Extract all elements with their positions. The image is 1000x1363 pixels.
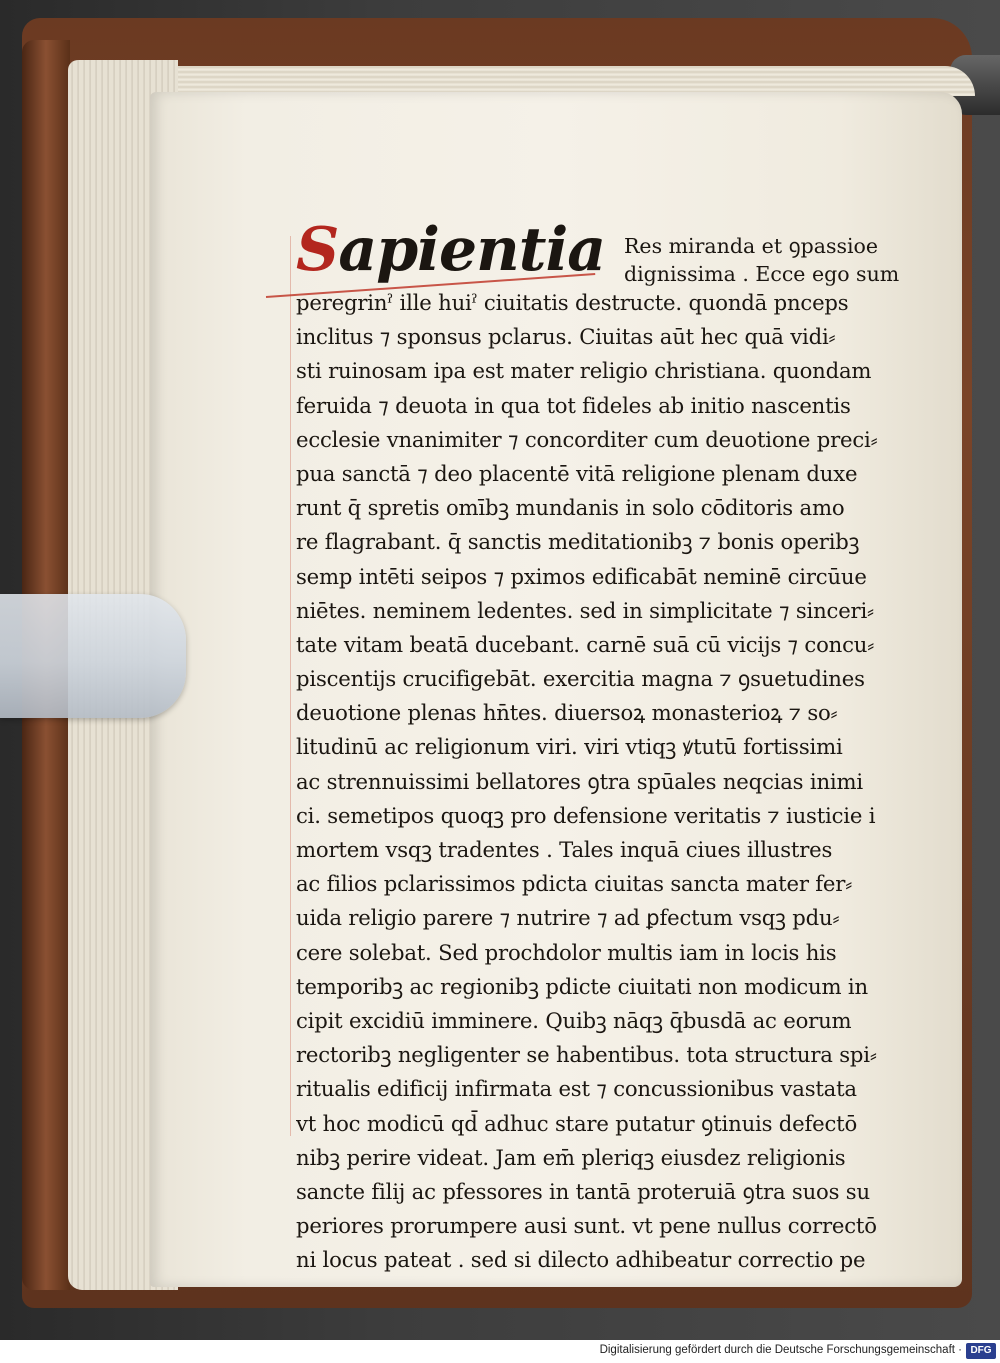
text-line: ci. semetipos quoqꝫ pro defensione veritatis ⁊ iusticie i [296, 802, 876, 828]
text-line: deuotione plenas hn̄tes. diuersoꝝ monasterioꝝ ⁊ so⸗ [296, 700, 838, 726]
text-line: cere solebat. Sed prochdolor multis iam in locis his [296, 939, 837, 965]
text-line: vt hoc modicū qd̄ adhuc stare putatur ꝯtinuis defectō [296, 1110, 858, 1136]
text-line: tate vitam beatā ducebant. carnē suā cū vicijs ⁊ concu⸗ [296, 631, 875, 657]
text-line: periores prorumpere ausi sunt. vt pene nullus correctō [296, 1213, 877, 1239]
text-line: peregrinˀ ille huiˀ ciuitatis destructe. quondā pnceps [296, 290, 849, 315]
text-line: litudinū ac religionum viri. viri vtiqꝫ ꝟtutū fortissimi [296, 734, 843, 760]
text-line: ecclesie vnanimiter ⁊ concorditer cum deuotione preci⸗ [296, 426, 878, 452]
initial-rest: apientia [338, 215, 606, 285]
text-line: feruida ⁊ deuota in qua tot fideles ab initio nascentis [296, 392, 851, 418]
text-line: inclitus ⁊ sponsus pclarus. Ciuitas aūt hec quā vidi⸗ [296, 324, 836, 350]
text-line: piscentijs crucifigebāt. exercitia magna ⁊ ꝯsuetudines [296, 666, 865, 692]
text-line: sancte filij ac pfessores in tantā proteruiā ꝯtra suos su [296, 1178, 870, 1204]
text-line: semp intēti seipos ⁊ pximos edificabāt neminē circūue [296, 563, 867, 589]
text-line: ac filios pclarissimos pdicta ciuitas sancta mater fer⸗ [296, 871, 853, 897]
text-line: uida religio parere ⁊ nutrire ⁊ ad ꝑfectum vsqꝫ pdu⸗ [296, 905, 840, 931]
text-line: cipit excidiū imminere. Quibꝫ nāqꝫ q̄busdā ac eorum [296, 1007, 852, 1033]
text-line: ritualis edificij infirmata est ⁊ concussionibus vastata [296, 1076, 857, 1102]
text-line: rectoribꝫ negligenter se habentibus. tota structura spi⸗ [296, 1042, 877, 1068]
text-line: ac strennuissimi bellatores ꝯtra spūales neqcias inimi [296, 768, 863, 794]
text-line: mortem vsqꝫ tradentes . Tales inquā ciues illustres [296, 837, 833, 862]
body-text [296, 286, 940, 1277]
initial-word [296, 214, 605, 286]
text-line: temporibꝫ ac regionibꝫ pdicte ciuitati non modicum in [296, 973, 868, 999]
text-line: pua sanctā ⁊ deo placentē vitā religione plenam duxe [296, 460, 858, 486]
text-line: niētes. neminem ledentes. sed in simplicitate ⁊ sinceri⸗ [296, 597, 874, 623]
margin-rule [290, 236, 291, 1136]
text-line: nibꝫ perire videat. Jam em̄ pleriqꝫ eiusdez religionis [296, 1144, 846, 1170]
initial-letter: S [296, 215, 339, 285]
text-line: sti ruinosam ipa est mater religio christiana. quondam [296, 358, 872, 384]
text-block [296, 214, 940, 1273]
heading-line: Res miranda et ꝯpassioe [624, 234, 879, 258]
text-line: runt q̄ spretis omībꝫ mundanis in solo cōditoris amo [296, 495, 845, 521]
funding-notice: Digitalisierung gefördert durch die Deutsche Forschungsgemeinschaft · [599, 1344, 962, 1356]
page-holder-clip [0, 594, 186, 718]
heading-lines [624, 232, 942, 288]
text-line: re flagrabant. q̄ sanctis meditationibꝫ ⁊ bonis operibꝫ [296, 529, 860, 555]
text-line: ni locus pateat . sed si dilecto adhibeatur correctio pe [296, 1247, 866, 1273]
dfg-logo-icon: DFG [966, 1343, 996, 1359]
heading-line: dignissima . Ecce ego sum [624, 262, 900, 286]
footer-bar [0, 1340, 1000, 1363]
